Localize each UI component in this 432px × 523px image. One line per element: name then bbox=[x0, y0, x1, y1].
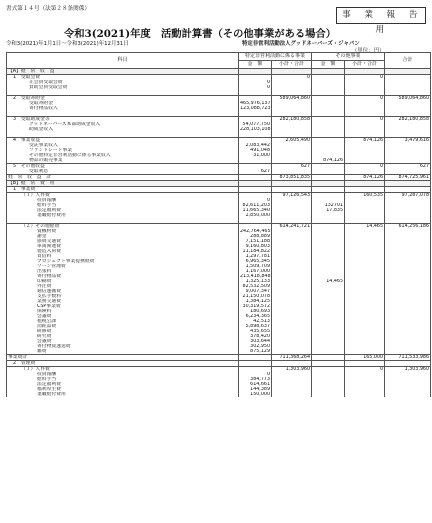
row-label: 業務交通費 bbox=[7, 299, 239, 304]
cell-o1: 874,126 bbox=[312, 158, 345, 164]
cell-s1: 465,976,137 bbox=[240, 101, 271, 106]
row-label: 1 事業費 bbox=[7, 187, 239, 193]
cell-s2: 1,303,960 bbox=[272, 367, 312, 373]
cell-o2: 0 bbox=[345, 367, 385, 373]
cell-s1: 54,077,750 bbox=[239, 122, 272, 127]
row-label: 外注費 bbox=[7, 284, 239, 289]
cell-s1: 0 bbox=[239, 80, 272, 85]
row-label: 【A】経 常 収 益 bbox=[7, 69, 239, 75]
row-label: 旅費交通費 bbox=[7, 239, 239, 244]
cell-s1: 1,384,125 bbox=[239, 299, 272, 304]
cell-t bbox=[385, 392, 431, 397]
cell-t: 711,533,986 bbox=[385, 355, 431, 361]
table-row bbox=[7, 392, 431, 397]
row-label: 正会員受取会費 bbox=[7, 80, 239, 85]
row-label: 租税公課 bbox=[7, 319, 239, 324]
cell-s1: 42,513 bbox=[239, 319, 272, 324]
row-label: 支払手数料 bbox=[7, 294, 239, 299]
cell-s1: 0 bbox=[239, 85, 272, 90]
cell-t: 589,064,860 bbox=[385, 96, 431, 102]
row-label: 賛助会員受取会費 bbox=[7, 85, 239, 90]
row-label: 資機材費 bbox=[7, 229, 239, 234]
row-label: 5 その他収益 bbox=[7, 164, 239, 170]
row-label: 2 受取寄附金 bbox=[7, 96, 239, 102]
row-label: 会議費 bbox=[7, 339, 239, 344]
cell-t: 1,303,960 bbox=[385, 367, 431, 373]
cell-s1: 435,655 bbox=[239, 329, 272, 334]
fiscal-period: 令和3(2021)年1月1日～令和3(2021)年12月31日 bbox=[6, 41, 129, 47]
row-label: CSP事業費 bbox=[7, 304, 239, 309]
cell-s1: 288,889 bbox=[239, 234, 272, 239]
row-label: 退職給付費用 bbox=[7, 392, 239, 397]
activity-statement-table bbox=[6, 52, 431, 397]
cell-o2: 0 bbox=[345, 96, 385, 102]
row-label: 4 事業収益 bbox=[7, 138, 239, 144]
cell-s1: 491,048 bbox=[239, 148, 272, 153]
cell-s1: 6,965,345 bbox=[239, 259, 272, 264]
row-label: 消耗品費 bbox=[7, 324, 239, 329]
row-label: 受取寄附金 bbox=[7, 101, 239, 106]
row-label: 通信運搬費 bbox=[7, 289, 239, 294]
cell-s1: 228,103,108 bbox=[240, 127, 271, 132]
cell-s2: 614,241,721 bbox=[272, 224, 312, 230]
cell-s1: 1,509,709 bbox=[239, 264, 272, 269]
cell-o1: 17,835 bbox=[312, 208, 345, 213]
unit-label: （単位：円） bbox=[352, 48, 385, 54]
cell-o2: 874,126 bbox=[345, 138, 385, 144]
row-label: ファンドレード事業 bbox=[7, 148, 239, 153]
cell-o2: 160,535 bbox=[345, 193, 385, 199]
cell-s1: 378,420 bbox=[239, 334, 272, 339]
cell-s2: 2,605,490 bbox=[272, 138, 312, 144]
cell-t: 874,725,961 bbox=[385, 175, 431, 181]
cell-s1: 242,764,465 bbox=[240, 229, 271, 234]
cell-o1: 132701 bbox=[312, 203, 345, 208]
row-label: 寄付物品費 bbox=[7, 274, 239, 279]
row-label: 車両関連費 bbox=[7, 244, 239, 249]
header-amount: 金 額 bbox=[312, 61, 345, 69]
row-label: 受取利息 bbox=[7, 169, 239, 175]
row-label: 2 管理費 bbox=[7, 361, 239, 367]
row-label: 給料手当 bbox=[7, 377, 239, 382]
cell-o1: 14,465 bbox=[312, 279, 345, 284]
cell-s1: 6,234,365 bbox=[239, 314, 272, 319]
cell-s1: 11,184,822 bbox=[239, 249, 272, 254]
report-label-box: 事 業 報 告 用 bbox=[336, 7, 426, 24]
row-label: 受託事業収入 bbox=[7, 143, 239, 148]
row-label: 給料手当 bbox=[7, 203, 239, 208]
row-label: 保険料 bbox=[7, 309, 239, 314]
cell-t: 97,287,078 bbox=[385, 193, 431, 199]
cell-s1: 7,151,188 bbox=[239, 239, 272, 244]
row-label: プロジェクト事業提携経費 bbox=[7, 259, 239, 264]
row-label: 物品の販売事業 bbox=[7, 158, 239, 164]
cell-s1: 82,611,203 bbox=[239, 203, 272, 208]
cell-s1: 9,160,803 bbox=[239, 244, 272, 249]
header-item: 科目 bbox=[7, 53, 239, 69]
row-label: 出張料 bbox=[7, 269, 239, 274]
row-label: 賃借料 bbox=[7, 254, 239, 259]
cell-o2: 874,126 bbox=[345, 175, 385, 181]
row-label: グッドネーバーズ本部助成金収入 bbox=[7, 122, 239, 127]
cell-s2: 97,126,543 bbox=[272, 193, 312, 199]
cell-s2: 873,851,835 bbox=[272, 175, 312, 181]
cell-s1: 5,898,637 bbox=[239, 324, 272, 329]
cell-s1: 2,083,442 bbox=[239, 143, 272, 148]
cell-s1: 875,129 bbox=[239, 349, 272, 355]
cell-s2: 589,064,860 bbox=[272, 96, 312, 102]
cell-s1: 30,319,572 bbox=[239, 304, 272, 309]
cell-s1: 1,325,133 bbox=[239, 279, 272, 284]
cell-s1: 1,297,781 bbox=[239, 254, 272, 259]
row-label: 寄付物品収入 bbox=[7, 106, 239, 111]
row-label: 寄付物資運送費 bbox=[7, 344, 239, 349]
row-label: 研修費 bbox=[7, 329, 239, 334]
cell-s1: 2,850,000 bbox=[239, 213, 272, 218]
row-label: 雑費 bbox=[7, 349, 239, 355]
cell-o2: 0 bbox=[345, 75, 385, 81]
cell-s1: 180,693 bbox=[239, 309, 272, 314]
row-label: （１）人件費 bbox=[7, 193, 239, 199]
cell-s1: 627 bbox=[239, 169, 272, 175]
cell-t: 282,180,858 bbox=[385, 117, 431, 123]
row-label: ゾーン管理費 bbox=[7, 264, 239, 269]
row-label: 製造入荷費 bbox=[7, 249, 239, 254]
cell-s2: 282,180,858 bbox=[272, 117, 312, 123]
table-body bbox=[7, 69, 431, 398]
row-label: 福利厚生費 bbox=[7, 387, 239, 392]
row-label: 印刷費 bbox=[7, 279, 239, 284]
cell-s1: 302,950 bbox=[239, 344, 272, 349]
cell-s1: 21,150,078 bbox=[239, 294, 272, 299]
row-label: 役員報酬 bbox=[7, 198, 239, 203]
cell-t: 627 bbox=[385, 164, 431, 170]
cell-t: 3,479,616 bbox=[385, 138, 431, 144]
row-label: 【B】経 常 費 用 bbox=[7, 181, 239, 187]
row-label: （１）人件費 bbox=[7, 367, 239, 373]
header-specified: 特定非営利活動に係る事業 bbox=[239, 53, 312, 61]
row-label: 事業費計 bbox=[7, 355, 239, 361]
cell-s1: 150,000 bbox=[239, 392, 272, 397]
cell-s2 bbox=[272, 392, 312, 397]
row-label: その他特定非営利活動に係る事業収入 bbox=[7, 153, 239, 158]
cell-t: 614,256,186 bbox=[385, 224, 431, 230]
row-label: 法定福利費 bbox=[7, 382, 239, 387]
cell-s1: 614,661 bbox=[239, 382, 272, 387]
cell-o2 bbox=[345, 392, 385, 397]
cell-s1: 11,665,340 bbox=[239, 208, 272, 213]
row-label: 3 受取助成金等 bbox=[7, 117, 239, 123]
row-label: 経 常 収 益 計 bbox=[7, 175, 239, 181]
row-label: 法定福利費 bbox=[7, 208, 239, 213]
cell-s1: 144,389 bbox=[239, 387, 272, 392]
cell-o2: 0 bbox=[345, 164, 385, 170]
row-label: 謝金 bbox=[7, 234, 239, 239]
header-other: その他事業 bbox=[312, 53, 385, 61]
cell-s1: 31,000 bbox=[239, 153, 272, 158]
cell-s1: 213,418,848 bbox=[240, 274, 271, 279]
cell-o2: 14,465 bbox=[345, 224, 385, 230]
row-label: 会議費 bbox=[7, 314, 239, 319]
header-subtotal: 小計・合計 bbox=[345, 61, 385, 69]
cell-s1: 9,007,347 bbox=[239, 289, 272, 294]
cell-o2: 0 bbox=[345, 117, 385, 123]
cell-s1: 123,088,723 bbox=[240, 106, 271, 111]
cell-o1 bbox=[312, 392, 345, 397]
row-label: 1 受取会費 bbox=[7, 75, 239, 81]
row-label: 役員報酬 bbox=[7, 372, 239, 377]
document-title: 令和3(2021)年度 活動計算書（その他事業がある場合） bbox=[63, 28, 337, 40]
header-total: 合計 bbox=[385, 53, 431, 69]
cell-s2: 627 bbox=[272, 164, 312, 170]
cell-s1: 1,167,000 bbox=[239, 269, 272, 274]
row-label: 助成金収入 bbox=[7, 127, 239, 132]
header-amount: 金 額 bbox=[239, 61, 272, 69]
cell-o2: 165,000 bbox=[345, 355, 385, 361]
cell-s1: 0 bbox=[239, 198, 272, 203]
row-label: 研究費 bbox=[7, 334, 239, 339]
cell-s2: 711,368,264 bbox=[272, 355, 312, 361]
form-number: 書式第１４号（法第２８条関係） bbox=[6, 6, 90, 12]
row-label: （２）その他経費 bbox=[7, 224, 239, 230]
cell-s1: 303,644 bbox=[239, 339, 272, 344]
row-label: 退職給付費用 bbox=[7, 213, 239, 218]
organization-name: 特定非営利活動法人グッドネーバーズ・ジャパン bbox=[242, 41, 360, 47]
cell-s1: 82,532,509 bbox=[239, 284, 272, 289]
header-subtotal: 小計・合計 bbox=[272, 61, 312, 69]
cell-s2: 0 bbox=[272, 75, 312, 81]
cell-s1: 384,773 bbox=[239, 377, 272, 382]
cell-s1: 0 bbox=[239, 372, 272, 377]
